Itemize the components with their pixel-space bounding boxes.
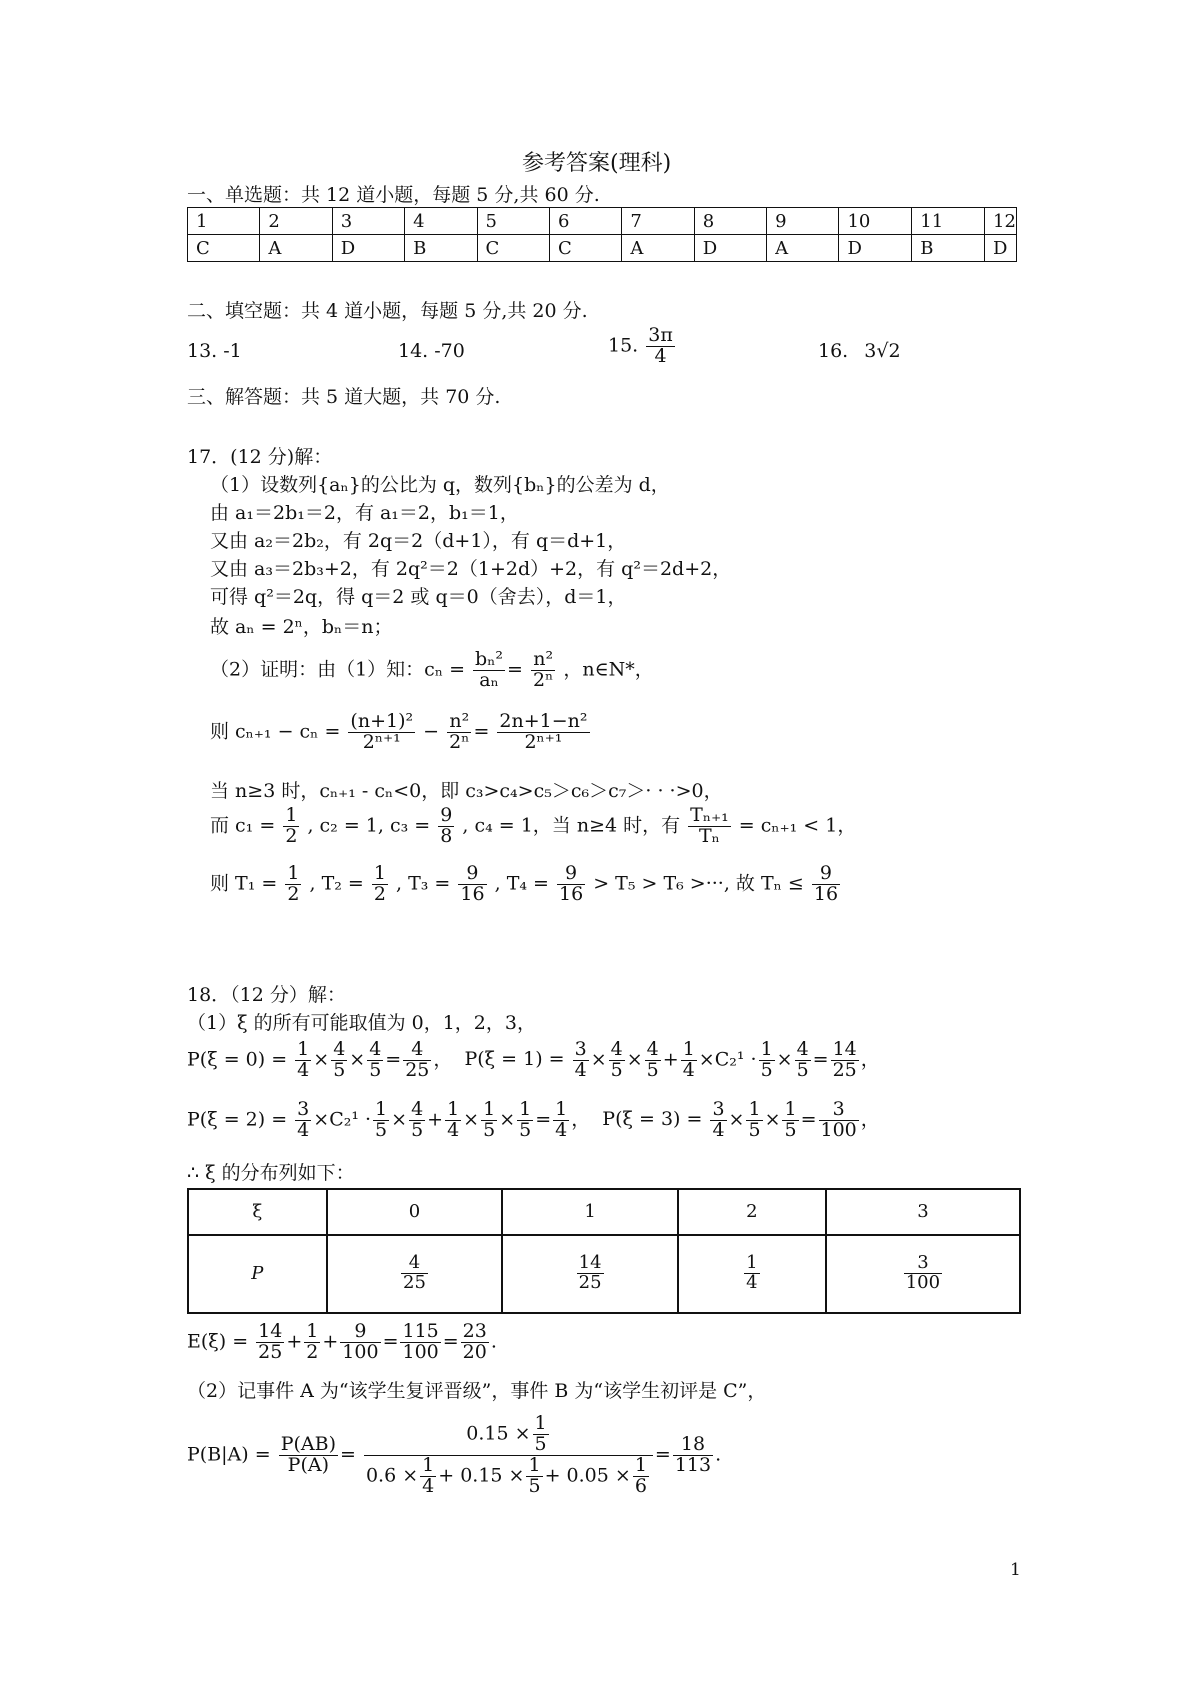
numerator: 9 [557, 864, 585, 885]
table-cell: 11 [912, 208, 985, 235]
table-cell: 4 [405, 208, 477, 235]
q17-proof-line: 当 n≥3 时，cₙ₊₁ - cₙ<0，即 c₃>c₄>c₅＞c₆＞c₇＞· · ·>0， [210, 780, 723, 802]
text: P [251, 1263, 264, 1285]
operator: = [382, 1330, 399, 1353]
denominator: 2ⁿ⁺¹ [524, 730, 563, 753]
fraction [795, 1040, 811, 1081]
text: 0.6 × [365, 1464, 419, 1487]
denominator: 5 [646, 1058, 659, 1081]
table-cell: D [839, 235, 912, 262]
page-title: 参考答案(理科) [522, 151, 672, 176]
numerator: 1 [447, 1098, 460, 1120]
text: , c₂ = 1, c₃ = [307, 814, 431, 837]
numerator: 1 [746, 1252, 758, 1274]
table-cell [678, 1235, 826, 1313]
numerator: 3 [574, 1038, 587, 1060]
denominator: 25 [832, 1058, 857, 1081]
text: . [490, 1330, 497, 1353]
text: ， [433, 1048, 453, 1071]
numerator: 3 [297, 1098, 310, 1120]
numerator: 1 [422, 1453, 435, 1476]
fraction [438, 806, 454, 847]
text: . [715, 1443, 722, 1466]
numerator: 3 [819, 1100, 859, 1121]
numerator: 3 [712, 1098, 725, 1120]
operator: + [322, 1330, 339, 1353]
text: , c₄ = 1，当 n≥4 时，有 [462, 814, 681, 837]
denominator: 4 [555, 1118, 568, 1141]
operator: × [391, 1108, 408, 1131]
q18-header: 18．（12 分）解： [187, 984, 346, 1006]
q17-header: 17．(12 分)解： [187, 446, 333, 468]
numerator: bₙ² [475, 648, 504, 670]
table-cell: C [477, 235, 549, 262]
denominator: 25 [258, 1340, 283, 1363]
q17-proof-line [210, 864, 842, 905]
numerator: 4 [401, 1254, 428, 1274]
table-cell: C [549, 235, 621, 262]
numerator: 2n+1−n² [499, 710, 588, 732]
text: P(ξ = 1) = [464, 1048, 565, 1071]
fraction [447, 712, 471, 753]
denominator: 2 [306, 1340, 319, 1363]
denominator: Tₙ [698, 824, 720, 847]
text: > T₅ > T₆ >···, 故 Tₙ ≤ [593, 872, 804, 895]
denominator: 4 [422, 1474, 435, 1497]
q17-line: 又由 a₃＝2b₃+2，有 2q²＝2（1+2d）+2，有 q²＝2d+2， [210, 558, 732, 580]
denominator: 100 [402, 1340, 439, 1363]
distribution-table [187, 1188, 1021, 1314]
denominator: 25 [405, 1058, 430, 1081]
operator: × [728, 1108, 745, 1131]
table-cell: A [260, 235, 332, 262]
text: , T₃ = [396, 872, 451, 895]
denominator: 2ⁿ [533, 668, 554, 691]
fraction [497, 712, 589, 753]
table-cell: 0 [327, 1189, 503, 1235]
fraction [710, 1100, 726, 1141]
operator: + [286, 1330, 303, 1353]
denominator: 4 [297, 1118, 310, 1141]
fraction [557, 864, 585, 905]
q18-conditional [187, 1414, 721, 1497]
fraction [373, 1100, 389, 1141]
table-cell: 2 [678, 1189, 826, 1235]
fraction [517, 1100, 533, 1141]
denominator: 16 [460, 882, 485, 905]
table-cell: D [332, 235, 404, 262]
operator: × [626, 1048, 643, 1071]
q18-therefore: ∴ ξ 的分布列如下： [187, 1162, 355, 1184]
section-3-heading: 三、解答题：共 5 道大题，共 70 分. [187, 386, 501, 408]
denominator: 2 [285, 824, 298, 847]
table-cell [327, 1235, 503, 1313]
operator: = [654, 1443, 671, 1466]
table-cell: B [405, 235, 477, 262]
fraction [283, 806, 299, 847]
denominator: 2 [287, 882, 300, 905]
denominator: aₙ [479, 668, 499, 691]
fraction [473, 650, 505, 691]
operator: × [349, 1048, 366, 1071]
fraction [372, 864, 388, 905]
text: = cₙ₊₁ < 1， [738, 814, 857, 837]
denominator: 5 [411, 1118, 424, 1141]
fraction [819, 1100, 859, 1141]
numerator: 14 [578, 1252, 602, 1274]
table-cell: A [767, 235, 839, 262]
table-cell [502, 1235, 678, 1313]
fraction [348, 712, 415, 753]
text: P(ξ = 2) = [187, 1108, 288, 1131]
denominator: 6 [634, 1474, 647, 1497]
denominator: 2ⁿ [449, 730, 470, 753]
operator: × [776, 1048, 793, 1071]
fraction [331, 1040, 347, 1081]
q17-proof-line: （2）证明：由（1）知：cₙ = $\frac{\text{bₙ²}}{\text{aₙ}}$ = $\frac{\text{n²}}{\text{2ⁿ}}$ ，n∈N*， [210, 648, 654, 691]
answer-number-row [188, 208, 1017, 235]
table-cell: 6 [549, 208, 621, 235]
denominator: 113 [674, 1453, 712, 1476]
text: 则 cₙ₊₁ − cₙ = [210, 720, 341, 743]
numerator: 4 [369, 1038, 382, 1060]
table-row [188, 1189, 1020, 1235]
text: 则 T₁ = [210, 872, 278, 895]
numerator: 14 [258, 1320, 283, 1342]
text: + 0.15 × [438, 1464, 525, 1487]
q17-proof-line: 则 cₙ₊₁ − cₙ = $\frac{\text{(n+1)²}}{\text{2ⁿ⁺¹}}$ − $\frac{\text{n²}}{\text{2ⁿ}}$ = $\frac{\text{2n+1−n²}}{\text{2ⁿ⁺¹}}$ [210, 710, 588, 753]
numerator: Tₙ₊₁ [690, 804, 729, 826]
operator: − [423, 720, 440, 743]
operator: × [698, 1048, 715, 1071]
fraction [364, 1414, 653, 1497]
answer-16-value: 3√2 [864, 340, 901, 362]
operator: × [463, 1108, 480, 1131]
answer-16 [818, 340, 901, 362]
denominator: 100 [820, 1118, 857, 1141]
numerator: 4 [411, 1098, 424, 1120]
fraction [461, 1322, 489, 1363]
denominator: 5 [784, 1118, 797, 1141]
q18-line: （1）ξ 的所有可能取值为 0，1，2，3， [187, 1012, 536, 1034]
text: P(ξ = 0) = [187, 1048, 288, 1071]
fraction [646, 326, 675, 367]
numerator: 1 [297, 1038, 310, 1060]
fraction [904, 1254, 942, 1293]
fraction [531, 650, 555, 691]
denominator: 5 [760, 1058, 773, 1081]
answer-table [187, 207, 1017, 262]
q17-line: 故 aₙ = 2ⁿ，bₙ＝n； [210, 616, 393, 638]
fraction [746, 1100, 762, 1141]
text: 而 c₁ = [210, 814, 276, 837]
numerator: n² [531, 650, 555, 671]
denominator: 8 [440, 824, 453, 847]
page-number: 1 [1010, 1560, 1021, 1580]
fraction [367, 1040, 383, 1081]
text: + 0.05 × [544, 1464, 631, 1487]
numerator: 115 [402, 1320, 439, 1342]
section-1-heading: 一、单选题：共 12 道小题，每题 5 分,共 60 分. [187, 184, 600, 206]
denominator: 16 [813, 882, 839, 905]
fraction [481, 1100, 497, 1141]
table-cell: B [912, 235, 985, 262]
fraction [673, 1432, 713, 1476]
fraction [533, 1414, 549, 1455]
q18-prob-line [187, 1100, 880, 1141]
numerator: 1 [760, 1038, 773, 1060]
q17-proof-line [210, 806, 856, 847]
numerator: 4 [646, 1038, 659, 1060]
fraction [279, 1432, 338, 1476]
fraction [688, 806, 731, 847]
operator: + [662, 1048, 679, 1071]
numerator: 9 [458, 864, 486, 885]
denominator: 16 [558, 882, 584, 905]
table-cell [826, 1235, 1020, 1313]
fraction [744, 1254, 759, 1293]
table-cell: 9 [767, 208, 839, 235]
numerator: (n+1)² [350, 710, 414, 732]
numerator: 1 [748, 1098, 761, 1120]
q18-prob-line [187, 1040, 880, 1081]
numerator: P(AB) [280, 1432, 336, 1455]
answer-letter-row [188, 235, 1017, 262]
numerator: 1 [784, 1098, 797, 1120]
fraction [831, 1040, 859, 1081]
fraction [782, 1100, 798, 1141]
denominator: 5 [796, 1058, 809, 1081]
table-cell: ξ [188, 1189, 327, 1235]
text: E(ξ) = [187, 1330, 249, 1353]
operator: × [590, 1048, 607, 1071]
numerator: 4 [333, 1038, 346, 1060]
numerator: 4 [403, 1040, 431, 1061]
denominator: 100 [905, 1272, 941, 1294]
operator: = [385, 1048, 402, 1071]
fraction [526, 1453, 542, 1497]
numerator: 9 [340, 1322, 380, 1343]
answer-15-label: 15. [608, 334, 639, 357]
table-cell: 5 [477, 208, 549, 235]
numerator: 4 [610, 1038, 623, 1060]
fraction [445, 1100, 461, 1141]
numerator: 3π [648, 324, 673, 346]
numerator: 1 [555, 1098, 568, 1120]
numerator: 1 [306, 1320, 319, 1342]
operator: × [499, 1108, 516, 1131]
denominator: P(A) [287, 1453, 330, 1476]
numerator: 9 [812, 864, 840, 885]
fraction [458, 864, 486, 905]
numerator: 1 [285, 804, 298, 826]
denominator: 4 [682, 1058, 695, 1081]
table-cell: C [188, 235, 260, 262]
fraction [812, 864, 840, 905]
fraction [401, 1254, 428, 1293]
operator: × [764, 1108, 781, 1131]
denominator: 5 [519, 1118, 532, 1141]
table-cell: 7 [622, 208, 694, 235]
numerator: 18 [673, 1435, 713, 1456]
numerator: 1 [682, 1038, 695, 1060]
table-cell: 12 [985, 208, 1017, 235]
text: P(B|A) = [187, 1443, 271, 1466]
fraction [295, 1040, 311, 1081]
operator: × [313, 1108, 330, 1131]
denominator [364, 1453, 653, 1497]
answer-15 [608, 326, 677, 367]
q17-line: 由 a₁＝2b₁＝2，有 a₁＝2，b₁＝1， [210, 502, 519, 524]
numerator: 23 [462, 1320, 487, 1342]
denominator: 5 [375, 1118, 388, 1141]
denominator: 25 [578, 1272, 602, 1294]
table-cell: 8 [694, 208, 766, 235]
denominator: 5 [528, 1474, 541, 1497]
fraction [403, 1040, 431, 1081]
numerator: 14 [832, 1038, 857, 1060]
fraction [295, 1100, 311, 1141]
table-cell [188, 1235, 327, 1313]
operator: + [427, 1108, 444, 1131]
text: ， [571, 1108, 591, 1131]
text: C₂¹ · [329, 1108, 372, 1131]
denominator: 20 [462, 1340, 487, 1363]
operator: = [442, 1330, 459, 1353]
fraction [409, 1100, 425, 1141]
text: （2）证明：由（1）知：cₙ = [210, 658, 465, 681]
fraction [645, 1040, 661, 1081]
numerator: 1 [519, 1098, 532, 1120]
denominator: 2ⁿ⁺¹ [362, 730, 401, 753]
fraction [609, 1040, 625, 1081]
operator: = [340, 1443, 356, 1466]
denominator: 5 [333, 1058, 346, 1081]
table-cell: 1 [502, 1189, 678, 1235]
q18-part2: （2）记事件 A 为“该学生复评晋级”，事件 B 为“该学生初评是 C”， [187, 1380, 767, 1402]
operator: = [535, 1108, 552, 1131]
denominator: 25 [403, 1272, 426, 1294]
table-cell: D [985, 235, 1017, 262]
q17-line: （1）设数列{aₙ}的公比为 q，数列{bₙ}的公差为 d， [210, 474, 670, 496]
fraction [681, 1040, 697, 1081]
q17-line: 可得 q²＝2q，得 q＝2 或 q＝0（舍去），d＝1， [210, 586, 627, 608]
denominator: 4 [297, 1058, 310, 1081]
fraction [420, 1453, 436, 1497]
table-row [188, 1235, 1020, 1313]
operator: × [313, 1048, 330, 1071]
table-cell: 3 [332, 208, 404, 235]
answer-14: 14. -70 [398, 340, 465, 362]
denominator: 4 [447, 1118, 460, 1141]
denominator: 4 [746, 1272, 758, 1294]
numerator: 3 [904, 1254, 942, 1274]
answer-13: 13. -1 [187, 340, 242, 362]
table-cell: D [694, 235, 766, 262]
q17-line: 又由 a₂＝2b₂，有 2q＝2（d+1），有 q＝d+1， [210, 530, 627, 552]
table-cell: A [622, 235, 694, 262]
text: ， [860, 1048, 880, 1071]
numerator: 1 [534, 1412, 547, 1434]
table-cell: 1 [188, 208, 260, 235]
denominator: 4 [654, 344, 667, 367]
fraction [633, 1453, 649, 1497]
text: ，n∈N*， [563, 658, 654, 681]
fraction [304, 1322, 320, 1363]
fraction [256, 1322, 284, 1363]
numerator: 1 [528, 1453, 541, 1476]
table-cell: 2 [260, 208, 332, 235]
operator: = [800, 1108, 817, 1131]
q18-expectation [187, 1322, 497, 1363]
table-cell: 3 [826, 1189, 1020, 1235]
answer-16-label: 16. [818, 340, 849, 362]
text: , T₂ = [309, 872, 364, 895]
fraction [285, 864, 301, 905]
numerator: 1 [634, 1453, 647, 1476]
fraction [577, 1254, 604, 1293]
fraction [759, 1040, 775, 1081]
numerator: 1 [375, 1098, 388, 1120]
denominator: 5 [534, 1432, 547, 1455]
table-cell: 10 [839, 208, 912, 235]
denominator: 2 [373, 882, 386, 905]
numerator: 4 [796, 1038, 809, 1060]
denominator: 5 [748, 1118, 761, 1141]
denominator: 5 [483, 1118, 496, 1141]
text: C₂¹ · [714, 1048, 757, 1071]
text: ， [860, 1108, 880, 1131]
denominator: 5 [610, 1058, 623, 1081]
numerator: 9 [440, 804, 453, 826]
denominator: 4 [574, 1058, 587, 1081]
numerator: 1 [287, 862, 300, 884]
text: , T₄ = [494, 872, 549, 895]
denominator: 100 [342, 1340, 379, 1363]
section-2-heading: 二、填空题：共 4 道小题，每题 5 分,共 20 分. [187, 300, 588, 322]
operator: = [812, 1048, 829, 1071]
fraction [553, 1100, 569, 1141]
text: P(ξ = 3) = [602, 1108, 703, 1131]
fraction [573, 1040, 589, 1081]
numerator [364, 1414, 653, 1456]
fraction [400, 1322, 440, 1363]
fraction [340, 1322, 380, 1363]
denominator: 4 [712, 1118, 725, 1141]
numerator: n² [447, 712, 471, 733]
numerator: 1 [373, 862, 386, 884]
text: 0.15 × [466, 1422, 531, 1445]
numerator: 1 [483, 1098, 496, 1120]
denominator: 5 [369, 1058, 382, 1081]
